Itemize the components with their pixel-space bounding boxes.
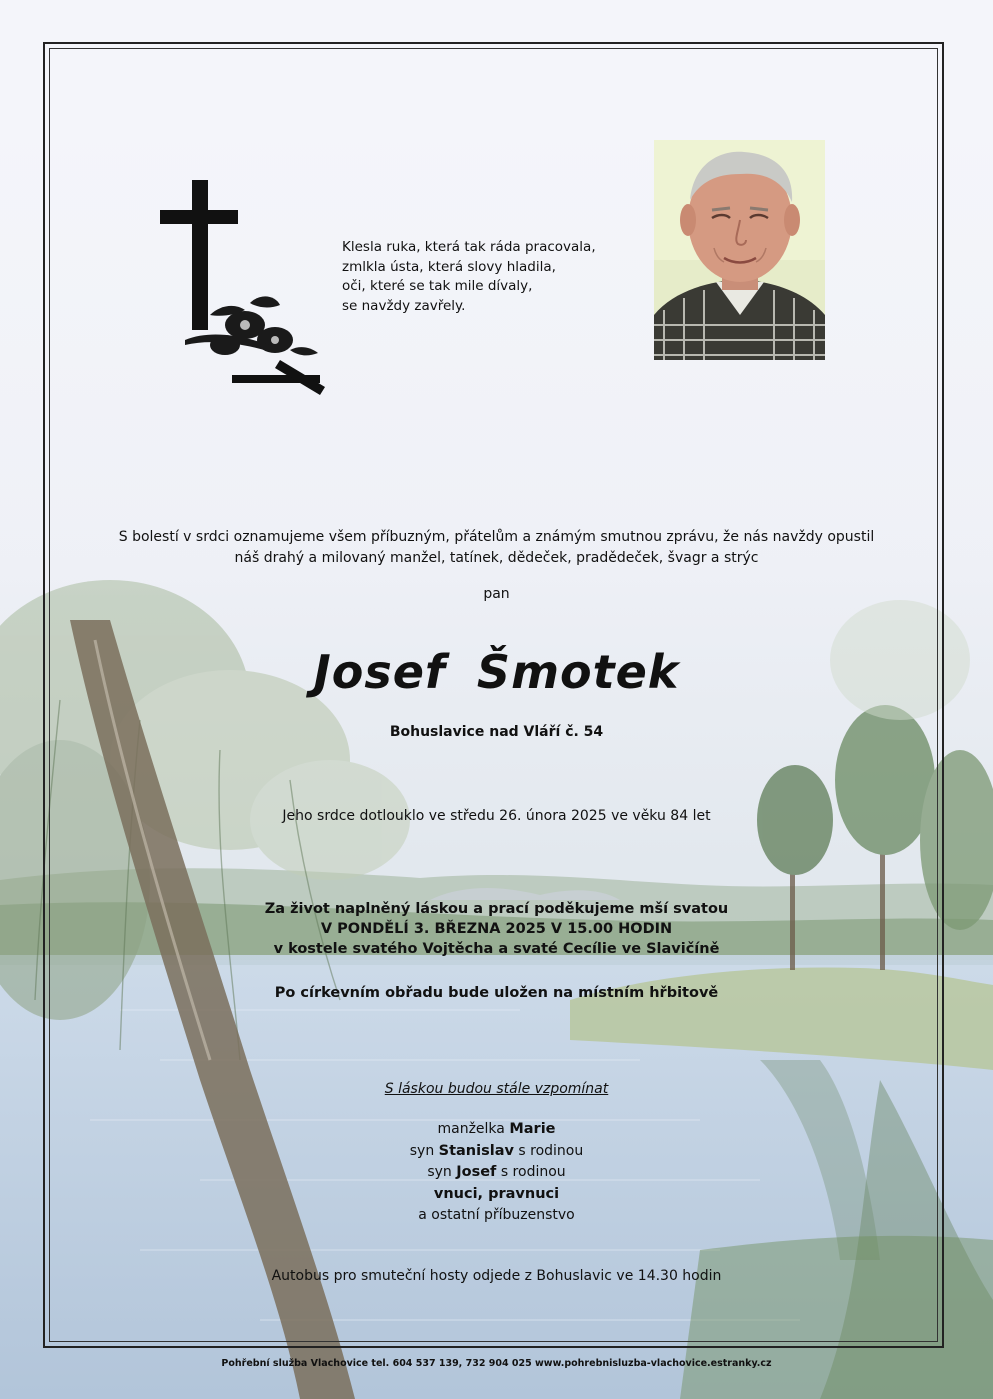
poem-line: oči, které se tak mile dívaly, [342,278,533,294]
honorific: pan [483,586,510,602]
ceremony-line: Za život naplněný láskou a prací poděkujeme mší svatou [264,901,729,917]
bus-info: Autobus pro smuteční hosty odjede z Bohuslavic ve 14.30 hodin [271,1268,722,1284]
poem-line: zmlkla ústa, která slovy hladila, [342,258,556,275]
remembrance-heading: S láskou budou stále vzpomínat [384,1081,609,1097]
announcement-text [60,527,933,569]
mourner-name: vnuci, pravnuci [433,1185,560,1202]
burial-info: Po církevním obřadu bude uložen na místním hřbitově [274,985,719,1001]
funeral-service-footer: Pohřební služba Vlachovice tel. 604 537 139, 732 904 025 www.pohrebnisluzba-vlachovice.estranky.cz [221,1358,772,1369]
mourner-suffix: s rodinou [500,1164,566,1180]
deceased-address: Bohuslavice nad Vláří č. 54 [389,724,604,740]
deceased-portrait [654,140,825,360]
ceremony-info [60,899,933,959]
mourner-grandchildren [60,1184,933,1206]
announcement-line: S bolestí v srdci oznamujeme všem příbuzným, přátelům a známým smutnou zprávu, že nás navždy opustil [118,529,875,545]
ceremony-location: v kostele svatého Vojtěcha a svaté Cecílie ve Slavičíně [273,941,720,957]
announcement-line: náš drahý a milovaný manžel, tatínek, dědeček, pradědeček, švagr a strýc [234,550,759,566]
ceremony-datetime: V PONDĚLÍ 3. BŘEZNA 2025 V 15.00 HODIN [320,921,673,937]
mourner-relation: syn [427,1164,452,1180]
mourner-suffix: s rodinou [518,1142,584,1159]
poem-line: Klesla ruka, která tak ráda pracovala, [342,239,596,255]
mourner-wife [60,1119,933,1141]
mourner-name: Marie [509,1121,556,1137]
cross-with-roses-icon [150,175,340,405]
mourner-relation: syn [409,1142,435,1159]
poem-line: se navždy zavřely. [342,297,466,314]
memorial-poem [342,238,642,316]
date-of-death: Jeho srdce dotlouklo ve středu 26. února 2025 ve věku 84 let [282,808,711,824]
mourners-list [60,1119,933,1227]
mourner-name: Stanislav [438,1142,514,1159]
mourner-son [60,1141,933,1163]
mourner-others: a ostatní příbuzenstvo [418,1207,575,1223]
mourner-name: Josef [456,1164,497,1180]
deceased-name: Josef Šmotek [313,645,680,699]
mourner-relation: manželka [437,1121,505,1137]
mourner-son [60,1162,933,1184]
